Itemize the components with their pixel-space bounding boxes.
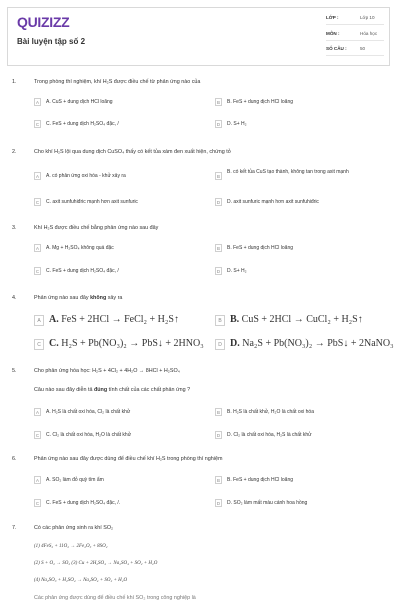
option-letter: B <box>215 98 222 106</box>
option-text: D. Cl₂ là chất oxi hóa, H₂S là chất khử <box>227 432 312 438</box>
option-letter: A <box>34 98 41 106</box>
option-letter: C <box>35 433 40 438</box>
option-text: A. Mg + H₂SO₄ không quá đặc <box>46 245 114 251</box>
reaction-1: (1) 4FeS₂ + 11O₂ → 2Fe₂O₃ + 8SO₂ <box>34 544 108 549</box>
option-d[interactable] <box>215 498 379 511</box>
option-c[interactable] <box>34 339 212 352</box>
subject-row <box>326 29 384 41</box>
option-a[interactable] <box>34 243 198 256</box>
option-text: C. FeS + dung dịch H₂SO₄ đặc, / <box>46 121 119 127</box>
option-text: C. Cl₂ là chất oxi hóa, H₂O là chất khử <box>46 432 132 438</box>
subject-value: Hóa học <box>360 31 378 36</box>
option-letter: D <box>216 269 221 274</box>
count-row <box>326 44 384 56</box>
option-text: B. FeS + dung dịch HCl loãng <box>227 245 294 251</box>
option-letter: A <box>34 244 41 252</box>
option-a[interactable] <box>34 475 198 488</box>
option-letter: A <box>34 408 41 416</box>
option-letter: C <box>35 200 40 205</box>
option-d[interactable] <box>215 266 379 279</box>
option-letter: B <box>215 408 222 416</box>
question-text: Có các phản ứng sinh ra khí SO₂ <box>34 525 114 531</box>
class-value: Lớp 10 <box>360 15 375 20</box>
option-c[interactable] <box>34 119 198 132</box>
option-letter: B <box>215 476 222 484</box>
option-text: D. S+ H₂ <box>227 121 247 127</box>
option-b[interactable] <box>215 243 379 256</box>
option-c[interactable] <box>34 498 198 511</box>
option-text: C. FeS + dung dịch H₂SO₄ đặc, /. <box>46 500 121 506</box>
option-text: B. có kết tủa CuS tạo thành, không tan trong axit mạnh <box>227 169 349 175</box>
option-text: C. FeS + dung dịch H₂SO₄ đặc, / <box>46 268 119 274</box>
question-number: 4. <box>12 295 17 301</box>
option-d[interactable] <box>215 197 379 210</box>
question-number: 6. <box>12 456 17 462</box>
question-number: 7. <box>12 525 17 531</box>
option-text: D. axit sunfuric mạnh hơn axit sunfuhiđric <box>227 199 319 205</box>
reaction-4: (4) Na₂SO₃ + H₂SO₄ → Na₂SO₄ + SO₂ + H₂O <box>34 578 128 583</box>
option-letter: D <box>216 433 221 438</box>
option-text: B. FeS + dung dịch HCl loãng <box>227 477 294 483</box>
option-letter: C <box>35 501 40 506</box>
option-b[interactable] <box>215 171 379 184</box>
count-value: 50 <box>360 46 366 51</box>
option-letter: C <box>35 269 40 274</box>
option-text: D. Na₂S + Pb(NO₃)₂ → PbS↓ + 2NaNO₃ <box>230 338 394 349</box>
option-letter: C <box>35 122 40 127</box>
option-c[interactable] <box>34 430 198 443</box>
question-text: Khí H₂S được điều chế bằng phản ứng nào sau đây <box>34 225 159 231</box>
option-letter: C <box>34 339 44 350</box>
option-letter: A <box>34 476 41 484</box>
option-d[interactable] <box>215 430 379 443</box>
option-text: A. có phản ứng oxi hóa - khử xảy ra <box>46 173 126 179</box>
option-letter: D <box>215 339 225 350</box>
question-text: Cho phản ứng hóa học: H₂S + 4Cl₂ + 4H₂O → 8HCl + H₂SO₄ <box>34 368 180 374</box>
option-d[interactable] <box>215 339 393 352</box>
option-text: A. FeS + 2HCl → FeCl₂ + H₂S↑ <box>49 314 179 325</box>
option-text: A. CuS + dung dịch HCl loãng <box>46 99 113 105</box>
page-title: Bài luyện tập số 2 <box>17 37 86 46</box>
option-text: C. H₂S + Pb(NO₃)₂ → PbS↓ + 2HNO₃ <box>49 338 204 349</box>
question-number: 2. <box>12 149 17 155</box>
option-letter: D <box>216 200 221 205</box>
option-text: A. H₂S là chất oxi hóa, Cl₂ là chất khử <box>46 409 131 415</box>
count-label: SỐ CÂU : <box>326 46 347 51</box>
question-text: Trong phòng thí nghiệm, khí H₂S được điều chế từ phản ứng nào của <box>34 79 201 85</box>
option-a[interactable] <box>34 171 198 184</box>
option-a[interactable] <box>34 315 212 328</box>
question-text-2: Câu nào sau đây diễn tả đúng tính chất của các chất phản ứng ? <box>34 387 191 393</box>
option-text: D. SO₂ làm mất màu cánh hoa hồng <box>227 500 308 506</box>
class-row <box>326 13 384 25</box>
question-text: Phản ứng nào sau đây không xảy ra <box>34 295 123 301</box>
subject-label: MÔN : <box>326 31 340 36</box>
question-number: 1. <box>12 79 17 85</box>
option-letter: B <box>215 172 222 180</box>
option-letter: D <box>216 122 221 127</box>
option-letter: D <box>216 501 221 506</box>
option-b[interactable] <box>215 475 379 488</box>
option-b[interactable] <box>215 315 393 328</box>
question-text: Phản ứng nào sau đây được dùng để điều chế khí H₂S trong phòng thí nghiệm <box>34 456 223 462</box>
option-b[interactable] <box>215 97 379 110</box>
option-b[interactable] <box>215 407 379 420</box>
option-text: B. H₂S là chất khử, H₂O là chất oxi hóa <box>227 409 314 415</box>
option-a[interactable] <box>34 97 198 110</box>
option-d[interactable] <box>215 119 379 132</box>
question-number: 3. <box>12 225 17 231</box>
option-letter: A <box>34 172 41 180</box>
option-c[interactable] <box>34 266 198 279</box>
reaction-2-3: (2) S + O₂ → SO₂ (3) Cu + 2H₂SO₄ → Na₂SO₄ + SO₂ + H₂O <box>34 561 158 566</box>
option-text: A. SO₂ làm đỏ quỳ tím ẩm <box>46 477 104 483</box>
option-text: B. CuS + 2HCl → CuCl₂ + H₂S↑ <box>230 314 363 325</box>
question-number: 5. <box>12 368 17 374</box>
option-c[interactable] <box>34 197 198 210</box>
option-text: B. FeS + dung dịch HCl loãng <box>227 99 294 105</box>
question-tail-text: Các phản ứng được dùng để điều chế khí SO₂ trong công nghiệp là <box>34 595 196 600</box>
option-text: C. axit sunfuhiđric mạnh hơn axit sunfuric <box>46 199 138 205</box>
class-label: LỚP : <box>326 15 339 20</box>
option-letter: B <box>215 244 222 252</box>
option-letter: A <box>34 315 44 326</box>
option-letter: B <box>215 315 225 326</box>
question-text: Cho khí H₂S lội qua dung dịch CuSO₄ thấy có kết tủa xám đen xuất hiện, chứng tỏ <box>34 149 231 155</box>
option-text: D. S+ H₂ <box>227 268 247 274</box>
option-a[interactable] <box>34 407 198 420</box>
quizizz-logo: QUIZIZZ <box>17 14 70 30</box>
